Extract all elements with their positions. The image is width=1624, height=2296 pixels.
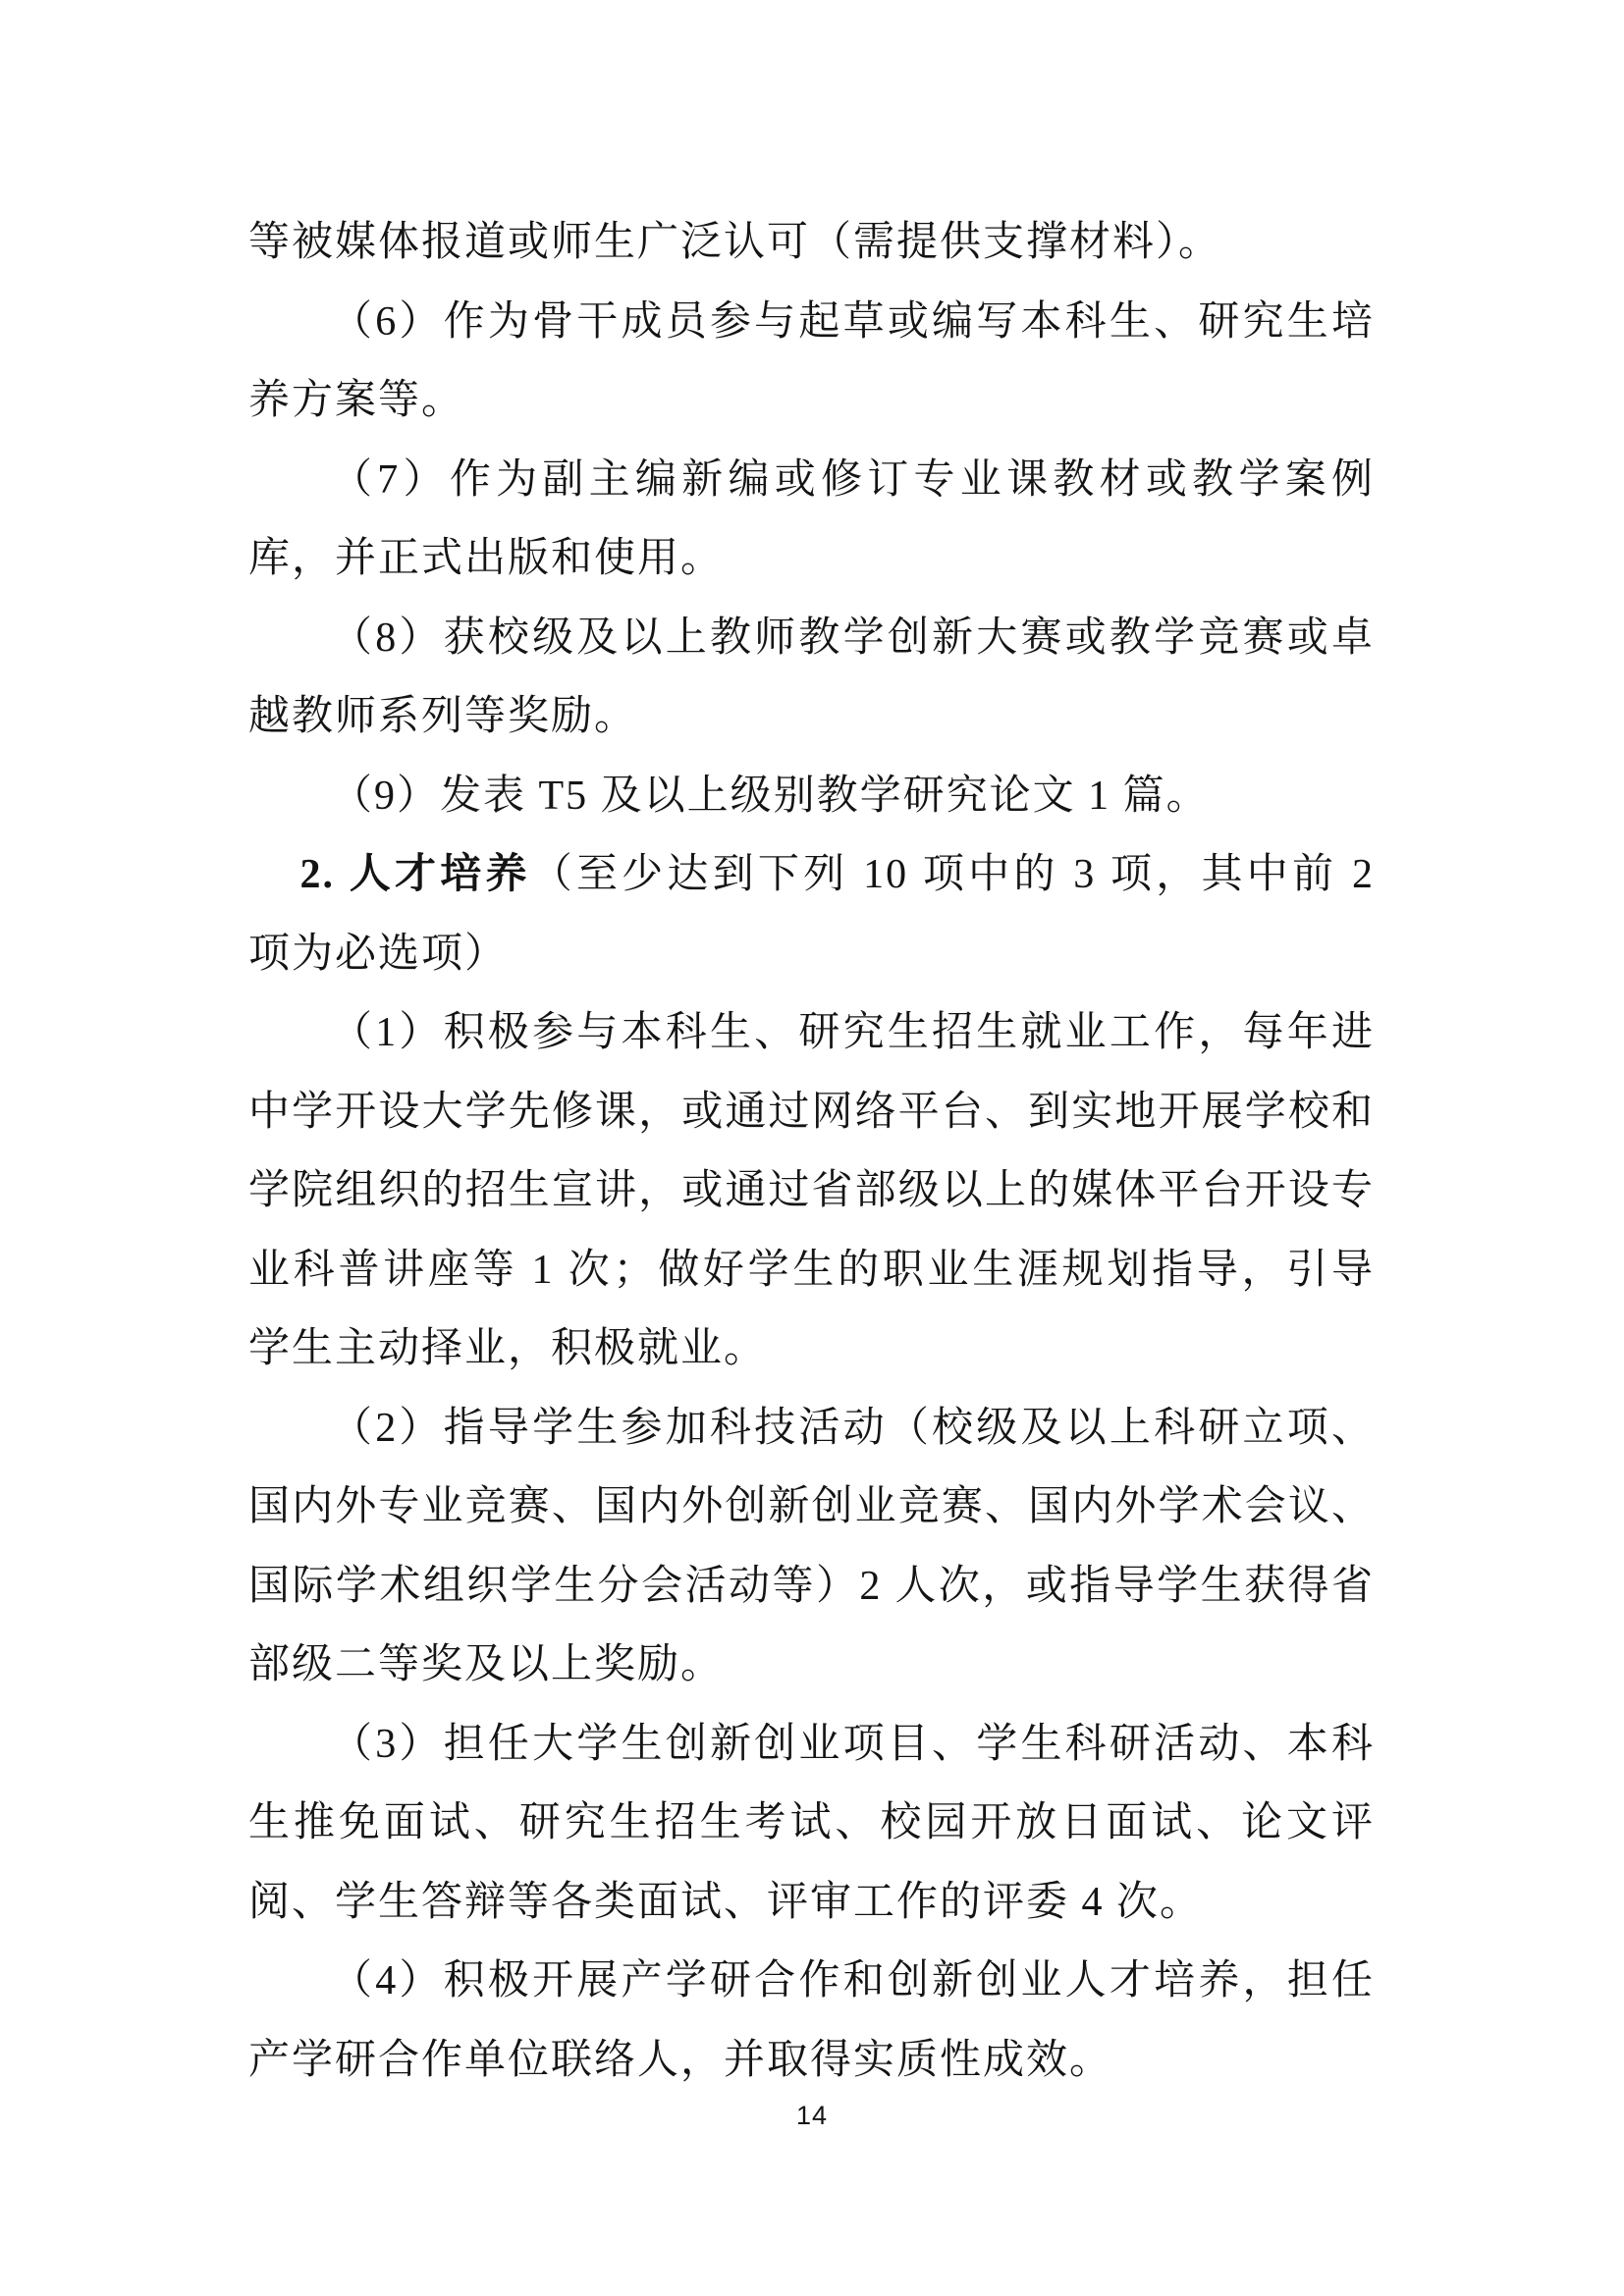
- paragraph-text: （4）积极开展产学研合作和创新创业人才培养，担任产学研合作单位联络人，并取得实质性成效。: [248, 1958, 1375, 2083]
- paragraph: [248, 203, 1375, 283]
- paragraph-text: 等被媒体报道或师生广泛认可（需提供支撑材料）。: [248, 220, 1222, 265]
- paragraph-text-bold: 2. 人才培养: [299, 852, 531, 897]
- paragraph: [248, 993, 1375, 1389]
- paragraph: [248, 1942, 1375, 2100]
- paragraph-text: （2）指导学生参加科技活动（校级及以上科研立项、国内外专业竞赛、国内外创新创业竞赛、国内外学术会议、国际学术组织学生分会活动等）2 人次，或指导学生获得省部级二等奖及以上奖励。: [248, 1405, 1375, 1687]
- paragraph: [248, 1389, 1375, 1705]
- paragraph: [248, 835, 1375, 993]
- paragraph-text: （3）担任大学生创新创业项目、学生科研活动、本科生推免面试、研究生招生考试、校园开放日面试、论文评阅、学生答辩等各类面试、评审工作的评委 4 次。: [248, 1721, 1375, 1925]
- paragraph: [248, 441, 1375, 599]
- paragraph-text: （1）积极参与本科生、研究生招生就业工作，每年进中学开设大学先修课，或通过网络平台、到实地开展学校和学院组织的招生宣讲，或通过省部级以上的媒体平台开设专业科普讲座等 1 次；做好学生的职业生涯规划指导，引导学生主动择业，积极就业。: [248, 1010, 1375, 1371]
- paragraph-text: （至少达到下列 10 项中的 3 项，其中前 2 项为必选项）: [248, 852, 1375, 977]
- paragraph-text: （9）发表 T5 及以上级别教学研究论文 1 篇。: [331, 773, 1210, 819]
- page-number: 14: [795, 2101, 829, 2130]
- paragraph-text: （8）获校级及以上教师教学创新大赛或教学竞赛或卓越教师系列等奖励。: [248, 614, 1375, 739]
- paragraph: [248, 599, 1375, 757]
- paragraph: [248, 283, 1375, 441]
- paragraph-text: （6）作为骨干成员参与起草或编写本科生、研究生培养方案等。: [248, 298, 1375, 423]
- paragraph: [248, 757, 1375, 836]
- document-body: [248, 203, 1375, 2100]
- paragraph-text: （7）作为副主编新编或修订专业课教材或教学案例库，并正式出版和使用。: [248, 456, 1375, 581]
- paragraph: [248, 1705, 1375, 1943]
